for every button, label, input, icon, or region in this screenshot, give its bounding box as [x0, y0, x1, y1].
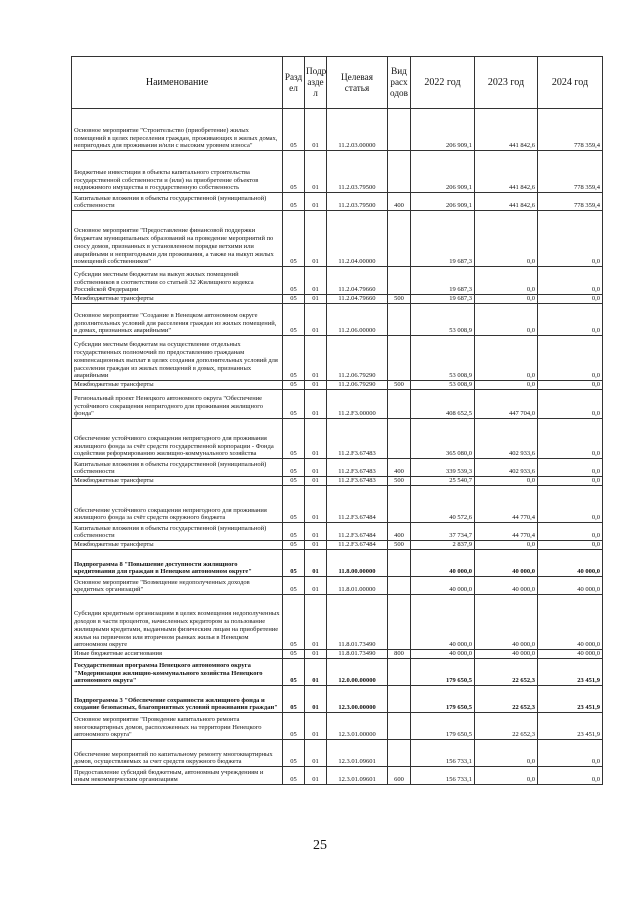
row-target-article-cell: 11.8.01.00000 — [327, 577, 388, 595]
row-2022-cell: 156 733,1 — [411, 767, 475, 785]
row-expense-type-cell: 500 — [388, 541, 411, 550]
row-target-article-cell: 11.2.F3.67483 — [327, 419, 388, 459]
row-name-cell: Межбюджетные трансферты — [72, 381, 283, 390]
row-2024-cell: 0,0 — [538, 336, 603, 381]
row-name-cell: Основное мероприятие "Строительство (приобретение) жилых помещений в целях переселения граждан, проживающих в жилых домах, непригодных для проживания и/или с высоким уровнем износа" — [72, 109, 283, 151]
row-target-article-cell: 12.3.01.09601 — [327, 740, 388, 767]
row-razdel-cell: 05 — [283, 740, 305, 767]
row-2023-cell: 441 842,6 — [475, 109, 538, 151]
row-target-article-cell: 11.2.06.79290 — [327, 336, 388, 381]
row-name-cell: Предоставление субсидий бюджетным, автономным учреждениям и иным некоммерческим организациям — [72, 767, 283, 785]
header-podrazdel: Подр азде л — [305, 57, 327, 109]
row-2023-cell: 22 652,3 — [475, 686, 538, 713]
row-2022-cell: 179 650,5 — [411, 659, 475, 686]
row-2024-cell: 0,0 — [538, 541, 603, 550]
row-2023-cell: 22 652,3 — [475, 713, 538, 740]
table-row — [72, 211, 603, 267]
row-razdel-cell: 05 — [283, 713, 305, 740]
row-2022-cell: 40 000,0 — [411, 550, 475, 577]
header-year-2023: 2023 год — [475, 57, 538, 109]
row-2024-cell: 0,0 — [538, 459, 603, 477]
row-2023-cell: 0,0 — [475, 295, 538, 304]
budget-sheet — [71, 56, 602, 785]
row-razdel-cell: 05 — [283, 419, 305, 459]
row-2023-cell: 0,0 — [475, 381, 538, 390]
row-2024-cell: 40 000,0 — [538, 550, 603, 577]
table-row — [72, 486, 603, 523]
row-2024-cell: 40 000,0 — [538, 595, 603, 650]
row-name-cell: Основное мероприятие "Возмещение недополученных доходов кредитных организаций" — [72, 577, 283, 595]
row-expense-type-cell: 400 — [388, 523, 411, 541]
header-razdel: Разд ел — [283, 57, 305, 109]
table-row — [72, 550, 603, 577]
row-expense-type-cell: 500 — [388, 381, 411, 390]
row-razdel-cell: 05 — [283, 381, 305, 390]
row-2023-cell: 0,0 — [475, 304, 538, 336]
row-podrazdel-cell: 01 — [305, 577, 327, 595]
row-2022-cell: 408 652,5 — [411, 390, 475, 419]
row-podrazdel-cell: 01 — [305, 109, 327, 151]
row-podrazdel-cell: 01 — [305, 767, 327, 785]
row-razdel-cell: 05 — [283, 151, 305, 193]
row-expense-type-cell — [388, 713, 411, 740]
row-target-article-cell: 11.2.03.00000 — [327, 109, 388, 151]
row-expense-type-cell — [388, 595, 411, 650]
row-razdel-cell: 05 — [283, 459, 305, 477]
table-row — [72, 295, 603, 304]
row-2022-cell: 40 000,0 — [411, 650, 475, 659]
row-2023-cell: 40 000,0 — [475, 577, 538, 595]
row-2024-cell: 0,0 — [538, 211, 603, 267]
row-name-cell: Иные бюджетные ассигнования — [72, 650, 283, 659]
row-razdel-cell: 05 — [283, 477, 305, 486]
row-target-article-cell: 12.3.00.00000 — [327, 686, 388, 713]
table-row — [72, 109, 603, 151]
row-2023-cell: 0,0 — [475, 767, 538, 785]
row-2024-cell: 0,0 — [538, 477, 603, 486]
row-podrazdel-cell: 01 — [305, 740, 327, 767]
row-2023-cell: 402 933,6 — [475, 419, 538, 459]
row-podrazdel-cell: 01 — [305, 336, 327, 381]
page-number: 25 — [313, 838, 327, 853]
row-expense-type-cell — [388, 109, 411, 151]
row-name-cell: Субсидии кредитным организациям в целях возмещения недополученных доходов в части процентов, начисленных кредитором за пользование жилищными кредитами, выданными физическим лицам на приобретение жилья на первичном или вторичном рынках жилья в Ненецком автономном округе — [72, 595, 283, 650]
row-razdel-cell: 05 — [283, 523, 305, 541]
row-razdel-cell: 05 — [283, 541, 305, 550]
row-name-cell: Субсидии местным бюджетам на осуществление отдельных государственных полномочий по предоставлению гражданам компенсационных выплат в целях создания дополнительных условий для расселения граждан из жилых помещений в домах, признанных аварийными — [72, 336, 283, 381]
row-podrazdel-cell: 01 — [305, 390, 327, 419]
row-target-article-cell: 11.2.04.79660 — [327, 267, 388, 295]
row-2022-cell: 40 000,0 — [411, 595, 475, 650]
table-row — [72, 541, 603, 550]
row-2022-cell: 339 539,3 — [411, 459, 475, 477]
row-target-article-cell: 11.8.00.00000 — [327, 550, 388, 577]
table-row — [72, 577, 603, 595]
row-2023-cell: 0,0 — [475, 267, 538, 295]
row-podrazdel-cell: 01 — [305, 211, 327, 267]
budget-table — [71, 56, 603, 785]
row-2024-cell: 778 359,4 — [538, 193, 603, 211]
row-razdel-cell: 05 — [283, 659, 305, 686]
row-razdel-cell: 05 — [283, 595, 305, 650]
row-expense-type-cell: 400 — [388, 193, 411, 211]
row-2024-cell: 23 451,9 — [538, 713, 603, 740]
row-target-article-cell: 11.2.F3.67484 — [327, 541, 388, 550]
row-name-cell: Обеспечение устойчивого сокращения непригодного для проживания жилищного фонда за счёт средств окружного бюджета — [72, 486, 283, 523]
row-2022-cell: 40 572,6 — [411, 486, 475, 523]
row-podrazdel-cell: 01 — [305, 659, 327, 686]
row-expense-type-cell — [388, 267, 411, 295]
row-target-article-cell: 11.8.01.73490 — [327, 595, 388, 650]
row-2022-cell: 19 687,3 — [411, 295, 475, 304]
row-razdel-cell: 05 — [283, 577, 305, 595]
row-expense-type-cell — [388, 577, 411, 595]
table-row — [72, 336, 603, 381]
row-2024-cell: 0,0 — [538, 486, 603, 523]
row-2023-cell: 441 842,6 — [475, 193, 538, 211]
row-2024-cell: 40 000,0 — [538, 650, 603, 659]
row-2024-cell: 0,0 — [538, 295, 603, 304]
row-podrazdel-cell: 01 — [305, 550, 327, 577]
table-row — [72, 659, 603, 686]
row-expense-type-cell — [388, 740, 411, 767]
row-2023-cell: 402 933,6 — [475, 459, 538, 477]
row-2024-cell: 23 451,9 — [538, 659, 603, 686]
row-expense-type-cell: 800 — [388, 650, 411, 659]
row-target-article-cell: 12.3.01.00000 — [327, 713, 388, 740]
row-expense-type-cell — [388, 486, 411, 523]
row-expense-type-cell: 400 — [388, 459, 411, 477]
row-name-cell: Региональный проект Ненецкого автономного округа "Обеспечение устойчивого сокращения непригодного для проживания жилищного фонда" — [72, 390, 283, 419]
row-target-article-cell: 11.2.F3.00000 — [327, 390, 388, 419]
row-target-article-cell: 11.2.F3.67484 — [327, 486, 388, 523]
row-2024-cell: 0,0 — [538, 390, 603, 419]
row-name-cell: Бюджетные инвестиции в объекты капитального строительства государственной собственности и (или) на приобретение объектов недвижимого имущества в государственную собственность — [72, 151, 283, 193]
row-2022-cell: 206 909,1 — [411, 109, 475, 151]
row-name-cell: Основное мероприятие "Проведение капитального ремонта многоквартирных домов, расположенных на территории Ненецкого автономного округа" — [72, 713, 283, 740]
row-target-article-cell: 11.2.04.79660 — [327, 295, 388, 304]
table-row — [72, 595, 603, 650]
row-2023-cell: 0,0 — [475, 211, 538, 267]
table-row — [72, 686, 603, 713]
row-name-cell: Капитальные вложения в объекты государственной (муниципальной) собственности — [72, 193, 283, 211]
row-2022-cell: 179 650,5 — [411, 686, 475, 713]
table-row — [72, 419, 603, 459]
row-name-cell: Межбюджетные трансферты — [72, 295, 283, 304]
row-target-article-cell: 11.2.F3.67484 — [327, 523, 388, 541]
row-podrazdel-cell: 01 — [305, 650, 327, 659]
row-2022-cell: 53 008,9 — [411, 381, 475, 390]
row-2022-cell: 206 909,1 — [411, 151, 475, 193]
row-podrazdel-cell: 01 — [305, 151, 327, 193]
table-row — [72, 650, 603, 659]
row-razdel-cell: 05 — [283, 336, 305, 381]
table-row — [72, 193, 603, 211]
table-row — [72, 523, 603, 541]
row-2023-cell: 40 000,0 — [475, 550, 538, 577]
row-podrazdel-cell: 01 — [305, 713, 327, 740]
row-podrazdel-cell: 01 — [305, 486, 327, 523]
row-podrazdel-cell: 01 — [305, 595, 327, 650]
row-name-cell: Государственная программа Ненецкого автономного округа "Модернизация жилищно-коммунального хозяйства Ненецкого автономного округа" — [72, 659, 283, 686]
row-podrazdel-cell: 01 — [305, 686, 327, 713]
row-razdel-cell: 05 — [283, 211, 305, 267]
row-name-cell: Подпрограмма 3 "Обеспечение сохранности жилищного фонда и создание безопасных, благоприятных условий проживания граждан" — [72, 686, 283, 713]
row-target-article-cell: 11.8.01.73490 — [327, 650, 388, 659]
row-podrazdel-cell: 01 — [305, 419, 327, 459]
row-2023-cell: 44 770,4 — [475, 523, 538, 541]
row-2024-cell: 23 451,9 — [538, 686, 603, 713]
row-expense-type-cell — [388, 211, 411, 267]
row-2022-cell: 40 000,0 — [411, 577, 475, 595]
table-row — [72, 740, 603, 767]
row-podrazdel-cell: 01 — [305, 295, 327, 304]
table-row — [72, 477, 603, 486]
row-razdel-cell: 05 — [283, 486, 305, 523]
row-razdel-cell: 05 — [283, 650, 305, 659]
row-expense-type-cell — [388, 390, 411, 419]
row-2023-cell: 0,0 — [475, 477, 538, 486]
table-row — [72, 151, 603, 193]
row-razdel-cell: 05 — [283, 304, 305, 336]
row-2022-cell: 53 008,9 — [411, 336, 475, 381]
row-2022-cell: 19 687,3 — [411, 267, 475, 295]
row-razdel-cell: 05 — [283, 550, 305, 577]
row-target-article-cell: 11.2.F3.67483 — [327, 459, 388, 477]
row-2024-cell: 778 359,4 — [538, 109, 603, 151]
row-name-cell: Основное мероприятие "Предоставление финансовой поддержки бюджетам муниципальных образований на проведение мероприятий по сносу домов, признанных в установленном порядке ветхими или аварийными и непригодными для проживания, а также на выкуп жилых помещений собственников" — [72, 211, 283, 267]
row-2023-cell: 0,0 — [475, 740, 538, 767]
row-name-cell: Межбюджетные трансферты — [72, 541, 283, 550]
table-row — [72, 459, 603, 477]
row-2024-cell: 0,0 — [538, 767, 603, 785]
row-podrazdel-cell: 01 — [305, 523, 327, 541]
row-name-cell: Обеспечение мероприятий по капитальному ремонту многоквартирных домов, осуществляемых за счет средств окружного бюджета — [72, 740, 283, 767]
row-2022-cell: 37 734,7 — [411, 523, 475, 541]
table-body — [72, 109, 603, 785]
row-target-article-cell: 12.0.00.00000 — [327, 659, 388, 686]
row-2023-cell: 447 704,0 — [475, 390, 538, 419]
row-name-cell: Капитальные вложения в объекты государственной (муниципальной) собственности — [72, 459, 283, 477]
row-expense-type-cell — [388, 304, 411, 336]
row-razdel-cell: 05 — [283, 295, 305, 304]
row-expense-type-cell — [388, 686, 411, 713]
row-expense-type-cell — [388, 419, 411, 459]
row-2023-cell: 40 000,0 — [475, 650, 538, 659]
header-name: Наименование — [72, 57, 283, 109]
row-target-article-cell: 12.3.01.09601 — [327, 767, 388, 785]
row-podrazdel-cell: 01 — [305, 477, 327, 486]
row-podrazdel-cell: 01 — [305, 267, 327, 295]
row-2022-cell: 2 837,9 — [411, 541, 475, 550]
row-name-cell: Обеспечение устойчивого сокращения непригодного для проживания жилищного фонда за счёт средств государственной корпорации - Фонда содействия реформированию жилищно-коммунального хозяйства — [72, 419, 283, 459]
row-expense-type-cell — [388, 151, 411, 193]
row-2024-cell: 0,0 — [538, 267, 603, 295]
row-2022-cell: 156 733,1 — [411, 740, 475, 767]
row-2024-cell: 0,0 — [538, 419, 603, 459]
table-row — [72, 304, 603, 336]
row-name-cell: Основное мероприятие "Создание в Ненецком автономном округе дополнительных условий для расселения граждан из жилых помещений, в домах, признанных аварийными" — [72, 304, 283, 336]
row-podrazdel-cell: 01 — [305, 459, 327, 477]
row-2023-cell: 40 000,0 — [475, 595, 538, 650]
row-2023-cell: 0,0 — [475, 336, 538, 381]
row-2022-cell: 25 540,7 — [411, 477, 475, 486]
row-razdel-cell: 05 — [283, 686, 305, 713]
row-expense-type-cell — [388, 550, 411, 577]
row-2023-cell: 0,0 — [475, 541, 538, 550]
row-razdel-cell: 05 — [283, 767, 305, 785]
table-header-row — [72, 57, 603, 109]
row-2023-cell: 22 652,3 — [475, 659, 538, 686]
header-target-article: Целевая статья — [327, 57, 388, 109]
row-2022-cell: 206 909,1 — [411, 193, 475, 211]
row-2022-cell: 53 008,9 — [411, 304, 475, 336]
row-target-article-cell: 11.2.F3.67483 — [327, 477, 388, 486]
header-year-2022: 2022 год — [411, 57, 475, 109]
row-razdel-cell: 05 — [283, 109, 305, 151]
row-2022-cell: 179 650,5 — [411, 713, 475, 740]
row-podrazdel-cell: 01 — [305, 381, 327, 390]
row-razdel-cell: 05 — [283, 193, 305, 211]
row-podrazdel-cell: 01 — [305, 193, 327, 211]
row-podrazdel-cell: 01 — [305, 541, 327, 550]
row-razdel-cell: 05 — [283, 267, 305, 295]
row-expense-type-cell: 500 — [388, 477, 411, 486]
row-name-cell: Подпрограмма 8 "Повышение доступности жилищного кредитования для граждан в Ненецком автономном округе" — [72, 550, 283, 577]
row-2024-cell: 40 000,0 — [538, 577, 603, 595]
header-expense-type: Вид расх одов — [388, 57, 411, 109]
row-target-article-cell: 11.2.06.00000 — [327, 304, 388, 336]
row-2022-cell: 19 687,3 — [411, 211, 475, 267]
row-2024-cell: 0,0 — [538, 381, 603, 390]
row-expense-type-cell: 500 — [388, 295, 411, 304]
row-target-article-cell: 11.2.03.79500 — [327, 151, 388, 193]
row-2024-cell: 778 359,4 — [538, 151, 603, 193]
table-row — [72, 267, 603, 295]
table-row — [72, 390, 603, 419]
row-2024-cell: 0,0 — [538, 740, 603, 767]
row-expense-type-cell — [388, 659, 411, 686]
header-year-2024: 2024 год — [538, 57, 603, 109]
row-target-article-cell: 11.2.04.00000 — [327, 211, 388, 267]
row-name-cell: Субсидии местным бюджетам на выкуп жилых помещений собственников в соответствии со статьей 32 Жилищного кодекса Российской Федерации — [72, 267, 283, 295]
row-podrazdel-cell: 01 — [305, 304, 327, 336]
row-name-cell: Капитальные вложения в объекты государственной (муниципальной) собственности — [72, 523, 283, 541]
table-row — [72, 713, 603, 740]
row-2023-cell: 44 770,4 — [475, 486, 538, 523]
row-razdel-cell: 05 — [283, 390, 305, 419]
row-target-article-cell: 11.2.03.79500 — [327, 193, 388, 211]
table-row — [72, 381, 603, 390]
row-2023-cell: 441 842,6 — [475, 151, 538, 193]
row-expense-type-cell — [388, 336, 411, 381]
row-2024-cell: 0,0 — [538, 523, 603, 541]
row-expense-type-cell: 600 — [388, 767, 411, 785]
row-2024-cell: 0,0 — [538, 304, 603, 336]
row-2022-cell: 365 080,0 — [411, 419, 475, 459]
table-row — [72, 767, 603, 785]
row-target-article-cell: 11.2.06.79290 — [327, 381, 388, 390]
row-name-cell: Межбюджетные трансферты — [72, 477, 283, 486]
